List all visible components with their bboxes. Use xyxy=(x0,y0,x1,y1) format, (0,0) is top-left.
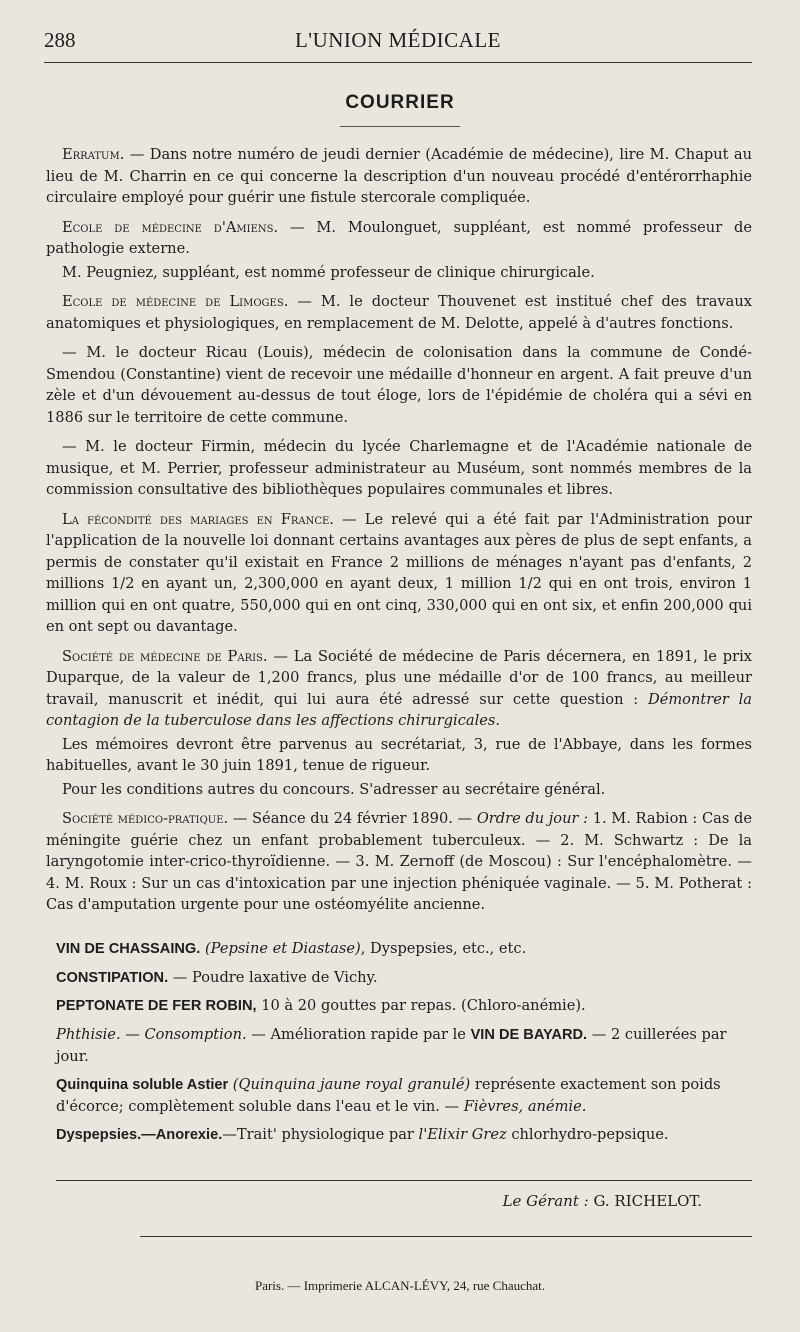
paragraph xyxy=(46,808,752,916)
paragraph xyxy=(46,509,752,638)
paragraph xyxy=(46,734,752,777)
ad-rest2: chlorhydro-pepsique. xyxy=(506,1125,669,1143)
paragraph-heading: Société médico-pratique. xyxy=(62,810,229,827)
ad-rest: représente exactement son poids d'écorce; complètement soluble dans l'eau et le vin. — xyxy=(56,1075,721,1115)
ad-bold: CONSTIPATION. xyxy=(56,969,169,986)
ad-bold: PEPTONATE DE FER ROBIN, xyxy=(56,998,257,1014)
printer-line: Paris. — Imprimerie ALCAN-LÉVY, 24, rue Chauchat. xyxy=(254,1278,546,1293)
running-title: L'UNION MÉDICALE xyxy=(294,28,501,52)
ad-rest2: — 2 cuillerées par jour. xyxy=(56,1025,727,1065)
paragraph xyxy=(46,646,752,732)
ad-line xyxy=(56,1024,752,1068)
header-rule xyxy=(44,62,752,63)
paragraph xyxy=(46,436,752,501)
ad-line xyxy=(56,1074,752,1118)
ad-line xyxy=(56,938,752,961)
paragraph-italic: Démontrer la contagion de la tuberculose dans les affections chirurgicales. xyxy=(46,690,752,729)
paragraph-text: — Séance du 24 février 1890. — xyxy=(228,810,477,827)
article-body xyxy=(46,144,752,924)
signature xyxy=(503,1192,702,1210)
ad-line xyxy=(56,967,752,990)
paragraph-text: — M. le docteur Ricau (Louis), médecin de colonisation dans la commune de Condé-Smendou (Constantine) vient de recevoir une médaille d'honneur en argent. A fait preuve d'un zèle et d'un dévouement au-dessus de tout éloge, lors de l'épidémie de choléra qui a sévi en 1886 sur le territoire de cette commune. xyxy=(46,344,752,426)
paragraph-text: M. Peugniez, suppléant, est nommé professeur de clinique chirurgicale. xyxy=(62,263,595,281)
ad-italic: (Quinquina jaune royal granulé) xyxy=(228,1075,471,1093)
paragraph-text: — Dans notre numéro de jeudi dernier (Académie de médecine), lire M. Chaput au lieu de M. Charrin en ce qui concerne la description d'un nouveau procédé d'entérorrhaphie circulaire employé pour guérir une fistule stercorale compliquée. xyxy=(46,146,752,206)
paragraph-text: — Le relevé qui a été fait par l'Administration pour l'application de la nouvelle loi donnant certains avantages aux pères de plus de sept enfants, a permis de constater qu'il existait en France 2 millions de ménages n'ayant pas d'enfants, 2 millions 1/2 en ayant un, 2,300,000 en ayant deux, 1 million 1/2 qui en ont trois, environ 1 million qui en ont quatre, 550,000 qui en ont cinq, 330,000 qui en ont six, et enfin 200,000 qui en ont sept ou davantage. xyxy=(46,510,752,635)
paragraph-tail: 1. M. Rabion : Cas de méningite guérie chez un enfant probablement tuberculeux. — 2. M. Schwartz : De la laryngotomie inter-crico-thyroïdienne. — 3. M. Zernoff (de Moscou) : Sur l'encéphalomètre. — 4. M. Roux : Sur un cas d'intoxication par une injection phéniquée vaginale. — 5. M. Potherat : Cas d'amputation urgente pour une ostéomyélite ancienne. xyxy=(46,810,752,913)
page-number: 288 xyxy=(44,28,76,52)
ad-line xyxy=(56,995,752,1018)
ad-italic2: Fièvres, anémie. xyxy=(463,1098,587,1115)
ads-rule xyxy=(56,1180,752,1181)
paragraph-heading: Ecole de médecine d'Amiens. xyxy=(62,218,279,236)
paragraph-heading: La fécondité des mariages en France. xyxy=(62,510,334,528)
ad-rest: , Dyspepsies, etc., etc. xyxy=(360,940,527,957)
ad-bold: VIN DE CHASSAING. xyxy=(56,941,201,957)
title-rule xyxy=(340,126,460,127)
paragraph-text: — M. le docteur Firmin, médecin du lycée Charlemagne et de l'Académie nationale de musique, et M. Perrier, professeur administrateur au Muséum, sont nommés membres de la commission consultative des bibliothèques populaires communales et libres. xyxy=(46,438,752,498)
ad-rest: 10 à 20 gouttes par repas. (Chloro-anémie). xyxy=(256,997,586,1014)
page-header xyxy=(44,22,752,56)
ad-bold: Quinquina soluble Astier xyxy=(56,1076,229,1093)
paragraph-heading: Ecole de médecine de Limoges. xyxy=(62,293,289,310)
paragraph-heading: Société de médecine de Paris. xyxy=(62,647,268,665)
paragraph-text: Pour les conditions autres du concours. S'adresser au secrétaire général. xyxy=(62,780,606,798)
paragraph-text: Les mémoires devront être parvenus au secrétariat, 3, rue de l'Abbaye, dans les formes habituelles, avant le 30 juin 1891, tenue de rigueur. xyxy=(46,735,752,774)
paragraph-italic: Ordre du jour : xyxy=(476,810,589,827)
paragraph-text: — La Société de médecine de Paris décernera, en 1891, le prix Duparque, de la valeur de 1,200 francs, plus une médaille d'or de 100 francs, au meilleur travail, manuscrit et inédit, qui lui aura été adressé sur cette question : xyxy=(46,647,752,708)
paragraph xyxy=(46,291,752,334)
ad-italic2: l'Elixir Grez xyxy=(418,1125,507,1143)
ad-rest: — Amélioration rapide par le xyxy=(246,1025,471,1043)
paragraph xyxy=(46,342,752,428)
paragraph xyxy=(46,262,752,284)
paragraph xyxy=(46,779,752,801)
ad-italic: (Pepsine et Diastase) xyxy=(200,940,361,957)
footer-rule xyxy=(140,1236,752,1237)
ad-italic: Phthisie. — Consomption. xyxy=(56,1025,247,1043)
paragraph-heading: Erratum. xyxy=(62,146,125,163)
paragraph xyxy=(46,144,752,209)
ad-rest: —Trait' physiologique par xyxy=(222,1125,419,1143)
paragraph-text: — M. le docteur Thouvenet est institué chef des travaux anatomiques et physiologiques, en remplacement de M. Delotte, appelé à d'autres fonctions. xyxy=(46,293,752,332)
signature-label: Le Gérant : xyxy=(502,1192,589,1210)
signature-name: G. RICHELOT. xyxy=(593,1192,702,1210)
ad-bold: Dyspepsies.—Anorexie. xyxy=(56,1126,223,1143)
ad-bold2: VIN DE BAYARD. xyxy=(470,1026,588,1043)
paragraph xyxy=(46,217,752,260)
advertisements xyxy=(56,938,752,1152)
paragraph-text: — M. Moulonguet, suppléant, est nommé professeur de pathologie externe. xyxy=(46,218,752,257)
ad-line xyxy=(56,1124,752,1147)
section-title: COURRIER xyxy=(345,92,455,113)
ad-rest: — Poudre laxative de Vichy. xyxy=(168,968,378,986)
